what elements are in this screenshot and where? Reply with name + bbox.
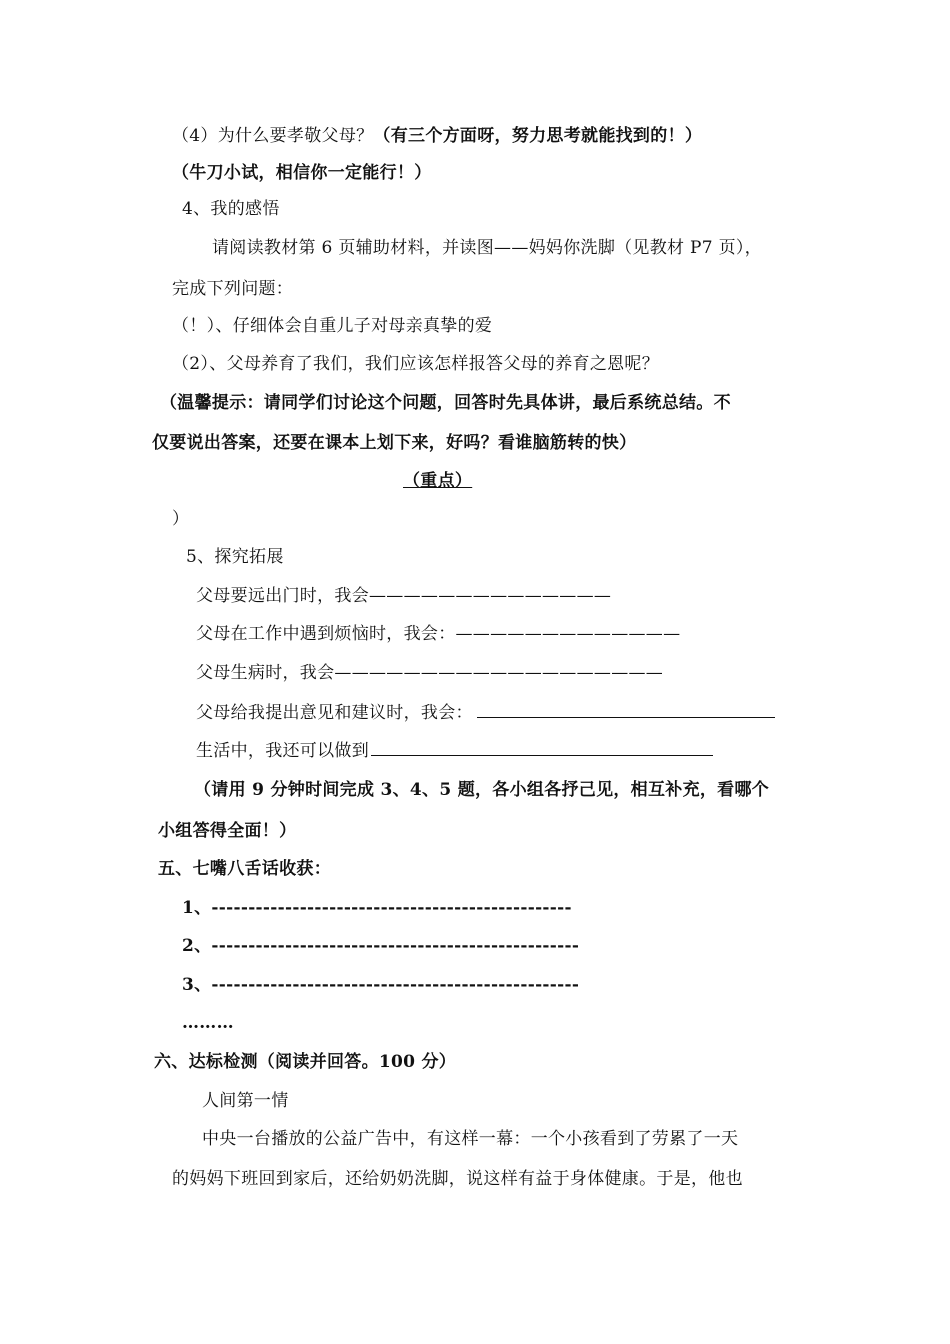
- explore-line-4-text: 父母给我提出意见和建议时，我会：: [196, 703, 473, 723]
- trial-hint: （牛刀小试，相信你一定能行！）: [172, 163, 432, 183]
- explore-line-3: 父母生病时，我会———————————————————: [196, 663, 664, 683]
- harvest-ellipsis: ………: [182, 1013, 234, 1033]
- explore-line-2: 父母在工作中遇到烦恼时，我会：—————————————: [196, 624, 681, 644]
- section-4-instruction-line2: 完成下列问题：: [172, 279, 294, 299]
- key-point-label: （重点）: [403, 471, 473, 491]
- explore-line-4: [196, 702, 775, 724]
- harvest-item-3: 3、--------------------------------------------------: [182, 975, 580, 995]
- closing-paren: ）: [172, 509, 190, 529]
- section-4-tip-line1: （温馨提示：请同学们讨论这个问题，回答时先具体讲，最后系统总结。不: [160, 393, 731, 413]
- reading-title: 人间第一情: [202, 1091, 289, 1111]
- harvest-item-2: 2、--------------------------------------------------: [182, 936, 580, 956]
- section-five-title: 五、七嘴八舌话收获：: [158, 859, 331, 879]
- question-4: [172, 125, 702, 147]
- question-4-hint: （有三个方面呀，努力思考就能找到的！）: [373, 126, 703, 146]
- time-hint-line2: 小组答得全面！）: [158, 821, 297, 841]
- section-4-item-1: （！）、仔细体会自重儿子对母亲真挚的爱: [172, 316, 493, 336]
- section-six-title: 六、达标检测（阅读并回答。100 分）: [154, 1052, 457, 1072]
- section-4-item-2: （2）、父母养育了我们，我们应该怎样报答父母的养育之恩呢？: [172, 354, 660, 374]
- time-hint-line1: （请用 9 分钟时间完成 3、4、5 题，各小组各抒己见，相互补充，看哪个: [194, 780, 770, 800]
- explore-line-5: [196, 740, 713, 762]
- explore-line-1: 父母要远出门时，我会——————————————: [196, 586, 612, 606]
- section-4-instruction-line1: 请阅读教材第 6 页辅助材料，并读图——妈妈你洗脚（见教材 P7 页），: [212, 238, 762, 258]
- question-4-text: （4）为什么要孝敬父母？: [172, 126, 374, 146]
- answer-blank[interactable]: [477, 703, 775, 718]
- section-4-title: 4、我的感悟: [182, 199, 280, 219]
- answer-blank[interactable]: [371, 741, 713, 756]
- section-4-tip-line2: 仅要说出答案，还要在课本上划下来，好吗？看谁脑筋转的快）: [152, 433, 637, 453]
- harvest-item-1: 1、-------------------------------------------------: [182, 898, 572, 918]
- reading-paragraph-line1: 中央一台播放的公益广告中，有这样一幕：一个小孩看到了劳累了一天: [202, 1129, 739, 1149]
- section-5-title: 5、探究拓展: [186, 547, 284, 567]
- explore-line-5-text: 生活中，我还可以做到: [196, 741, 369, 761]
- reading-paragraph-line2: 的妈妈下班回到家后，还给奶奶洗脚，说这样有益于身体健康。于是，他也: [172, 1169, 743, 1189]
